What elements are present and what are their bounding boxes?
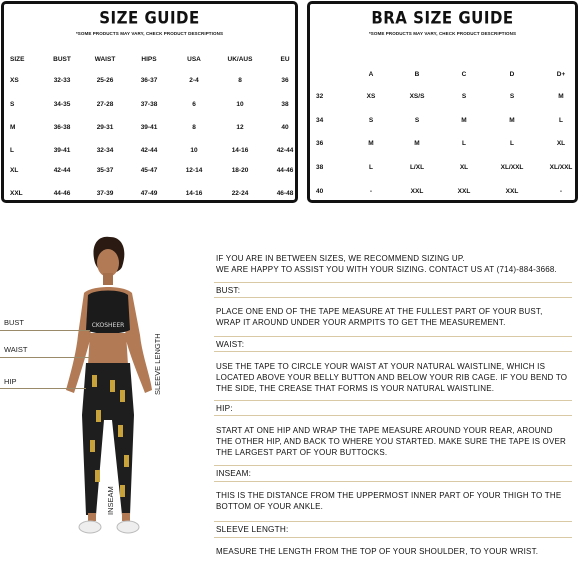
divider: [214, 537, 572, 538]
bra-cell: M: [461, 117, 467, 124]
hip-heading: HIP:: [216, 404, 233, 413]
size-cell: 22-24: [231, 190, 249, 197]
size-cell: 36-37: [140, 77, 158, 84]
bra-cell: M: [509, 117, 515, 124]
size-header: HIPS: [141, 56, 157, 63]
size-header: UK/AUS: [227, 56, 253, 63]
waist-heading: WAIST:: [216, 340, 245, 349]
bra-cell: S: [368, 117, 374, 124]
bra-cell: S: [461, 93, 467, 100]
size-header: BUST: [53, 56, 71, 63]
size-guide-panel: [1, 1, 298, 203]
bra-cell: XXL: [505, 188, 519, 195]
bra-cell: L: [559, 117, 563, 124]
size-cell: 35-37: [96, 167, 114, 174]
size-cell: 44-46: [53, 190, 71, 197]
bra-cell: XL: [459, 164, 469, 171]
bra-guide-title: BRA SIZE GUIDE: [371, 8, 514, 28]
size-cell: 8: [238, 77, 242, 84]
size-cell: 36: [281, 77, 289, 84]
divider: [214, 400, 572, 401]
bra-cell: M: [368, 140, 374, 147]
size-cell: 34-35: [53, 101, 71, 108]
size-cell: 10: [190, 147, 198, 154]
size-cell: 8: [192, 124, 196, 131]
size-cell: 47-49: [140, 190, 158, 197]
divider: [214, 481, 572, 482]
bra-cell: XS/S: [409, 93, 425, 100]
bra-cell: -: [369, 188, 373, 195]
sleeve-text-1: MEASURE THE LENGTH FROM THE TOP OF YOUR SHOULDER, TO YOUR WRIST.: [216, 547, 539, 556]
inseam-text-2: BOTTOM OF YOUR ANKLE.: [216, 502, 324, 511]
hip-line: [0, 388, 86, 389]
bra-cell: XL: [556, 140, 566, 147]
bra-cell: S: [414, 117, 420, 124]
size-cell: 37-39: [96, 190, 114, 197]
size-cell: 46-48: [276, 190, 294, 197]
bra-cell: 38: [316, 164, 324, 171]
waist-line: [0, 357, 90, 358]
size-cell: 14-16: [185, 190, 203, 197]
size-header: SIZE: [10, 56, 25, 63]
size-header: EU: [280, 56, 290, 63]
size-cell: 39-41: [140, 124, 158, 131]
bra-cell: XXL: [457, 188, 471, 195]
divider: [214, 351, 572, 352]
divider: [214, 415, 572, 416]
hip-label: HIP: [4, 377, 17, 386]
bust-text-1: PLACE ONE END OF THE TAPE MEASURE AT THE FULLEST PART OF YOUR BUST,: [216, 307, 543, 316]
bra-cell: -: [559, 188, 563, 195]
size-cell: 6: [192, 101, 196, 108]
bra-size-guide-panel: [307, 1, 578, 203]
divider: [214, 336, 572, 337]
divider: [214, 521, 572, 522]
size-cell: 45-47: [140, 167, 158, 174]
intro-line-2: WE ARE HAPPY TO ASSIST YOU WITH YOUR SIZING. CONTACT US AT (714)-884-3668.: [216, 265, 557, 274]
bra-header: B: [414, 71, 420, 78]
size-cell: 42-44: [140, 147, 158, 154]
size-cell: XL: [10, 167, 19, 174]
size-cell: 40: [281, 124, 289, 131]
bra-cell: XS: [366, 93, 376, 100]
size-cell: 32-33: [53, 77, 71, 84]
bra-cell: M: [558, 93, 564, 100]
bra-cell: 32: [316, 93, 324, 100]
intro-line-1: IF YOU ARE IN BETWEEN SIZES, WE RECOMMEND SIZING UP.: [216, 254, 465, 263]
bra-cell: L: [369, 164, 373, 171]
size-cell: 36-38: [53, 124, 71, 131]
bra-header: C: [461, 71, 467, 78]
bra-cell: L/XL: [409, 164, 425, 171]
inseam-text-1: THIS IS THE DISTANCE FROM THE UPPERMOST INNER PART OF YOUR THIGH TO THE: [216, 491, 562, 500]
divider: [214, 465, 572, 466]
waist-text-1: USE THE TAPE TO CIRCLE YOUR WAIST AT YOUR NATURAL WAISTLINE, WHICH IS: [216, 362, 546, 371]
size-cell: 12: [236, 124, 244, 131]
size-guide-note: *SOME PRODUCTS MAY VARY, CHECK PRODUCT DESCRIPTIONS: [75, 31, 224, 36]
bra-cell: M: [414, 140, 420, 147]
size-header: USA: [187, 56, 201, 63]
size-cell: M: [10, 124, 16, 131]
bust-label: BUST: [4, 318, 25, 327]
bust-heading: BUST:: [216, 286, 241, 295]
bra-header: D: [509, 71, 515, 78]
size-cell: 42-44: [53, 167, 71, 174]
waist-label: WAIST: [4, 345, 28, 354]
size-cell: 44-46: [276, 167, 294, 174]
bra-cell: XXL: [410, 188, 424, 195]
size-cell: 39-41: [53, 147, 71, 154]
size-cell: 32-34: [96, 147, 114, 154]
inseam-heading: INSEAM:: [216, 469, 252, 478]
size-cell: XS: [10, 77, 19, 84]
model-figure: [0, 215, 210, 580]
size-cell: 12-14: [185, 167, 203, 174]
size-cell: 29-31: [96, 124, 114, 131]
bra-cell: L: [510, 140, 514, 147]
bra-cell: S: [509, 93, 515, 100]
size-cell: 18-20: [231, 167, 249, 174]
size-cell: 42-44: [276, 147, 294, 154]
size-cell: L: [10, 147, 14, 154]
size-cell: 14-16: [231, 147, 249, 154]
hip-text-1: START AT ONE HIP AND WRAP THE TAPE MEASURE AROUND YOUR REAR, AROUND: [216, 426, 553, 435]
hip-text-3: THE LARGEST PART OF YOUR BUTTOCKS.: [216, 448, 388, 457]
hip-text-2: THE OTHER HIP, AND BACK TO WHERE YOU STARTED. MAKE SURE THE TAPE IS OVER: [216, 437, 567, 446]
divider: [214, 282, 572, 283]
size-cell: XXL: [10, 190, 23, 197]
model-silhouette: [0, 215, 210, 580]
bra-header: A: [368, 71, 374, 78]
size-cell: 38: [281, 101, 289, 108]
sleeve-heading: SLEEVE LENGTH:: [216, 525, 289, 534]
inseam-label: INSEAM: [106, 486, 115, 515]
size-header: WAIST: [94, 56, 116, 63]
bra-guide-note: *SOME PRODUCTS MAY VARY, CHECK PRODUCT DESCRIPTIONS: [368, 31, 517, 36]
bra-cell: 34: [316, 117, 324, 124]
bra-cell: 36: [316, 140, 324, 147]
waist-text-3: THE SIDE, THE CREASE THAT FORMS IS YOUR NATURAL WAISTLINE.: [216, 384, 495, 393]
divider: [214, 297, 572, 298]
size-cell: 25-26: [96, 77, 114, 84]
size-cell: S: [10, 101, 15, 108]
size-cell: 27-28: [96, 101, 114, 108]
shirt-logo: CKOSHEER: [91, 322, 125, 329]
waist-text-2: LOCATED ABOVE YOUR BELLY BUTTON AND BELOW YOUR RIB CAGE. IF YOU BEND TO: [216, 373, 568, 382]
bust-text-2: WRAP IT AROUND UNDER YOUR ARMPITS TO GET THE MEASUREMENT.: [216, 318, 506, 327]
bra-cell: L: [462, 140, 466, 147]
bra-header: D+: [556, 71, 566, 78]
size-cell: 2-4: [189, 77, 199, 84]
bra-cell: 40: [316, 188, 324, 195]
size-cell: 10: [236, 101, 244, 108]
bra-cell: XL/XXL: [549, 164, 573, 171]
bust-line: [0, 330, 90, 331]
size-guide-title: SIZE GUIDE: [99, 8, 200, 28]
sleeve-length-label: SLEEVE LENGTH: [153, 333, 162, 395]
size-cell: 37-38: [140, 101, 158, 108]
bra-cell: XL/XXL: [500, 164, 524, 171]
